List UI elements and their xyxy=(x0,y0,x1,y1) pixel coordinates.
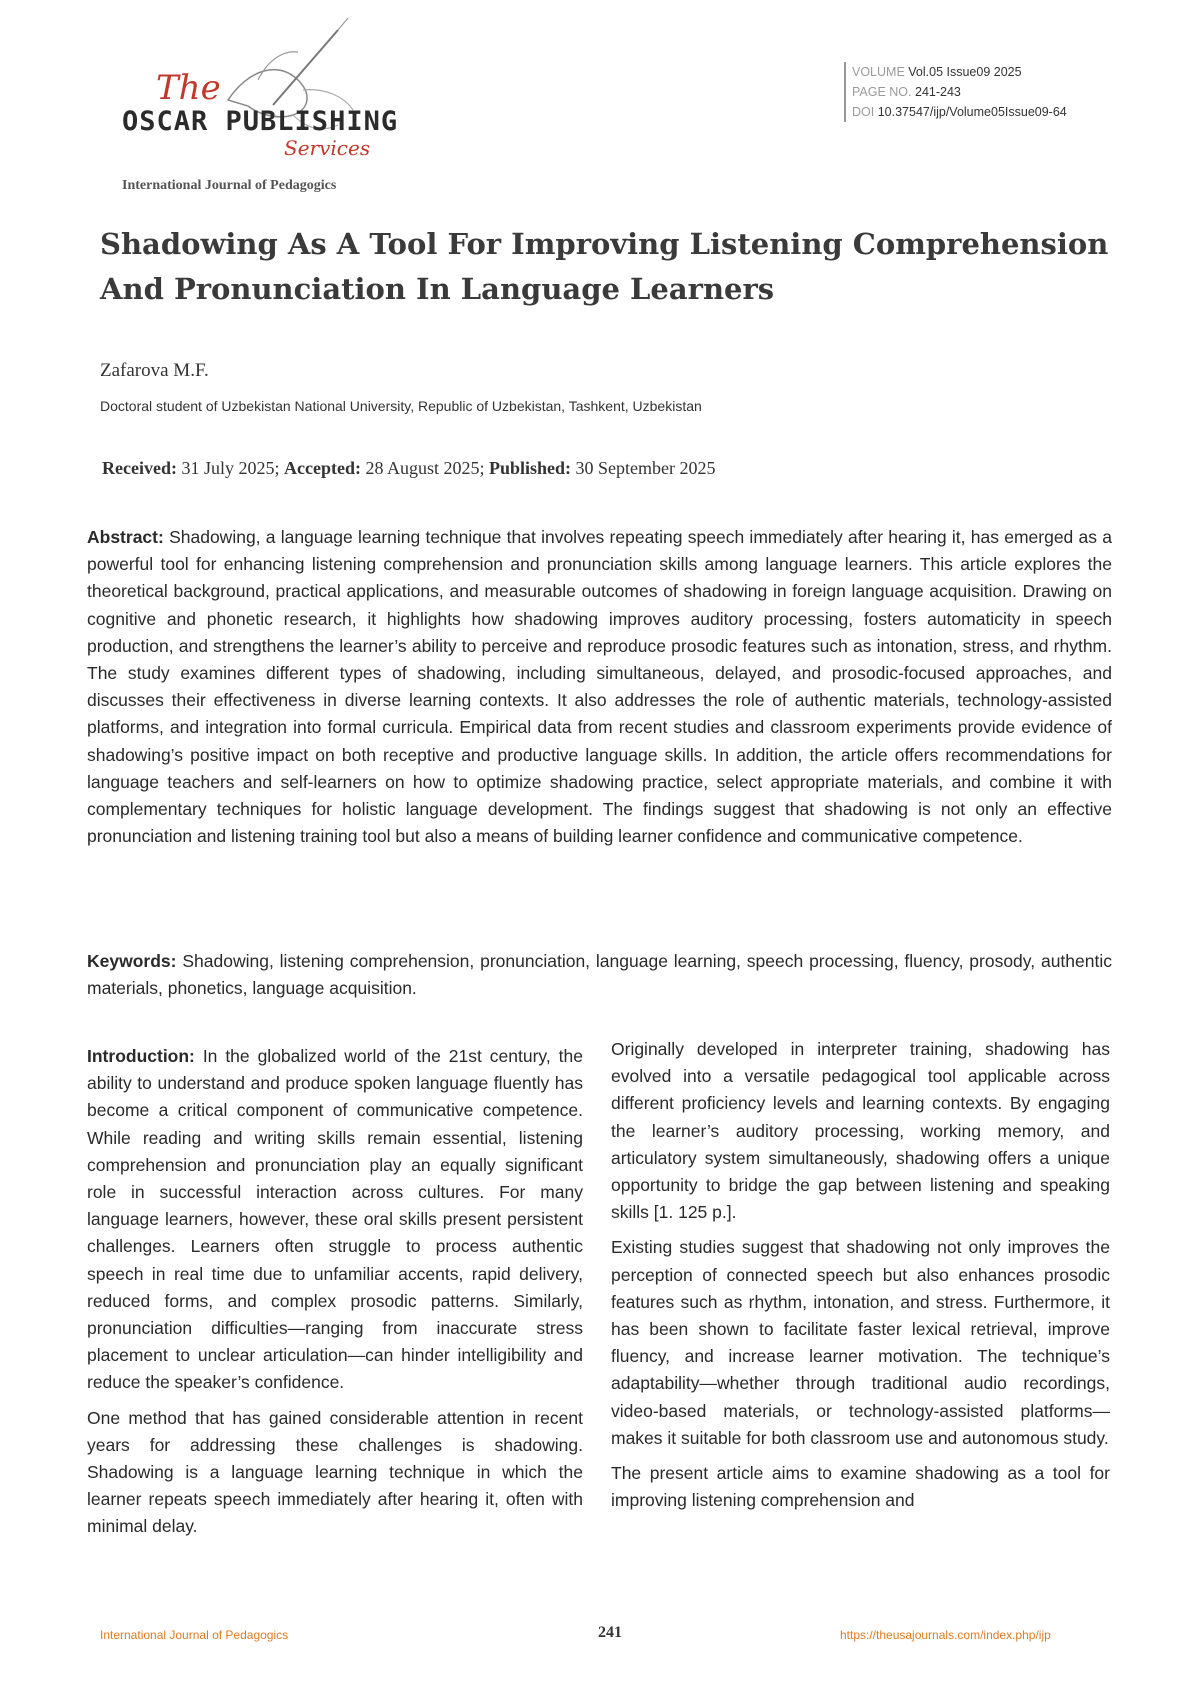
volume-line xyxy=(852,62,1067,82)
keywords xyxy=(87,948,1112,1002)
volume-value: Vol.05 Issue09 2025 xyxy=(908,65,1022,79)
received-date: 31 July 2025; xyxy=(181,458,280,478)
abstract-text: Shadowing, a language learning technique that involves repeating speech immediately after hearing it, has emerged as a powerful tool for enhancing listening comprehension and pronunciation skills among language learners. This article explores the theoretical background, practical applications, and measurable outcomes of shadowing in foreign language acquisition. Drawing on cognitive and phonetic research, it highlights how shadowing improves auditory processing, fosters automaticity in speech production, and strengthens the learner’s ability to perceive and reproduce prosodic features such as intonation, stress, and rhythm. The study examines different types of shadowing, including simultaneous, delayed, and prosodic-focused approaches, and discusses their effectiveness in diverse learning contexts. It also addresses the role of authentic materials, technology-assisted platforms, and integration into formal curricula. Empirical data from recent studies and classroom experiments provide evidence of shadowing’s positive impact on both receptive and productive language skills. In addition, the article offers recommendations for language teachers and self-learners on how to optimize shadowing practice, select appropriate materials, and combine it with complementary techniques for holistic language development. The findings suggest that shadowing is not only an effective pronunciation and listening training tool but also a means of building learner confidence and communicative competence. xyxy=(87,527,1112,847)
doi-line xyxy=(852,102,1067,122)
right-paragraph-1: Originally developed in interpreter training, shadowing has evolved into a versatile pedagogical tool applicable across different proficiency levels and learning contexts. By engaging the learner’s auditory processing, working memory, and articulatory system simultaneously, shadowing offers a unique opportunity to bridge the gap between listening and speaking skills [1. 125 p.]. xyxy=(611,1039,1110,1223)
footer-journal: International Journal of Pedagogics xyxy=(100,1628,289,1642)
page-value: 241-243 xyxy=(915,85,961,99)
footer-url-link[interactable]: https://theusajournals.com/index.php/ijp xyxy=(840,1628,1051,1642)
right-paragraph-3: The present article aims to examine shadowing as a tool for improving listening comprehension and xyxy=(611,1463,1110,1511)
page-number: 241 xyxy=(598,1624,622,1641)
author-name: Zafarova M.F. xyxy=(100,360,209,381)
right-paragraph-2: Existing studies suggest that shadowing not only improves the perception of connected speech but also enhances prosodic features such as rhythm, intonation, and stress. Furthermore, it has been shown to facilitate faster lexical retrieval, improve fluency, and increase learner motivation. The technique’s adaptability—whether through traditional audio recordings, video-based materials, or technology-assisted platforms—makes it suitable for both classroom use and autonomous study. xyxy=(611,1237,1110,1448)
doi-label: DOI xyxy=(852,105,875,119)
logo-services: Services xyxy=(284,136,371,160)
abstract-label: Abstract: xyxy=(87,527,164,547)
accepted-label: Accepted: xyxy=(283,458,361,478)
received-label: Received: xyxy=(102,458,177,478)
logo-the: The xyxy=(156,68,221,108)
doi-value[interactable]: 10.37547/ijp/Volume05Issue09-64 xyxy=(877,105,1067,119)
introduction-label: Introduction: xyxy=(87,1046,195,1066)
page-line xyxy=(852,82,1067,102)
intro-text-1: In the globalized world of the 21st century, the ability to understand and produce spoken language fluently has become a critical component of communicative competence. While reading and writing skills remain essential, listening comprehension and pronunciation play an equally significant role in successful interaction across cultures. For many language learners, however, these oral skills present persistent challenges. Learners often struggle to process authentic speech in real time due to unfamiliar accents, rapid delivery, reduced forms, and complex prosodic patterns. Similarly, pronunciation difficulties—ranging from inaccurate stress placement to unclear articulation—can hinder intelligibility and reduce the speaker’s confidence. xyxy=(87,1046,583,1393)
keywords-label: Keywords: xyxy=(87,951,177,971)
publisher-logo xyxy=(108,10,408,210)
abstract xyxy=(87,524,1112,850)
article-dates xyxy=(102,458,715,479)
article-title: Shadowing As A Tool For Improving Listening Comprehension And Pronunciation In Language Learners xyxy=(100,227,1109,306)
author-affiliation: Doctoral student of Uzbekistan National University, Republic of Uzbekistan, Tashkent, Uzbekistan xyxy=(100,398,702,414)
accepted-date: 28 August 2025; xyxy=(365,458,485,478)
volume-label: VOLUME xyxy=(852,65,905,79)
left-column xyxy=(87,1043,583,1549)
published-label: Published: xyxy=(488,458,571,478)
journal-name: International Journal of Pedagogics xyxy=(122,178,337,193)
keywords-text: Shadowing, listening comprehension, pronunciation, language learning, speech processing, fluency, prosody, authentic materials, phonetics, language acquisition. xyxy=(87,951,1112,999)
article-meta xyxy=(844,62,1067,122)
page-label: PAGE NO. xyxy=(852,85,912,99)
intro-paragraph-1 xyxy=(87,1043,583,1397)
intro-paragraph-2: One method that has gained considerable attention in recent years for addressing these challenges is shadowing. Shadowing is a language learning technique in which the learner repeats speech immediately after hearing it, often with minimal delay. xyxy=(87,1407,583,1537)
logo-wordmark: OSCAR PUBLISHING xyxy=(122,106,399,137)
right-column xyxy=(611,1036,1110,1522)
published-date: 30 September 2025 xyxy=(575,458,716,478)
